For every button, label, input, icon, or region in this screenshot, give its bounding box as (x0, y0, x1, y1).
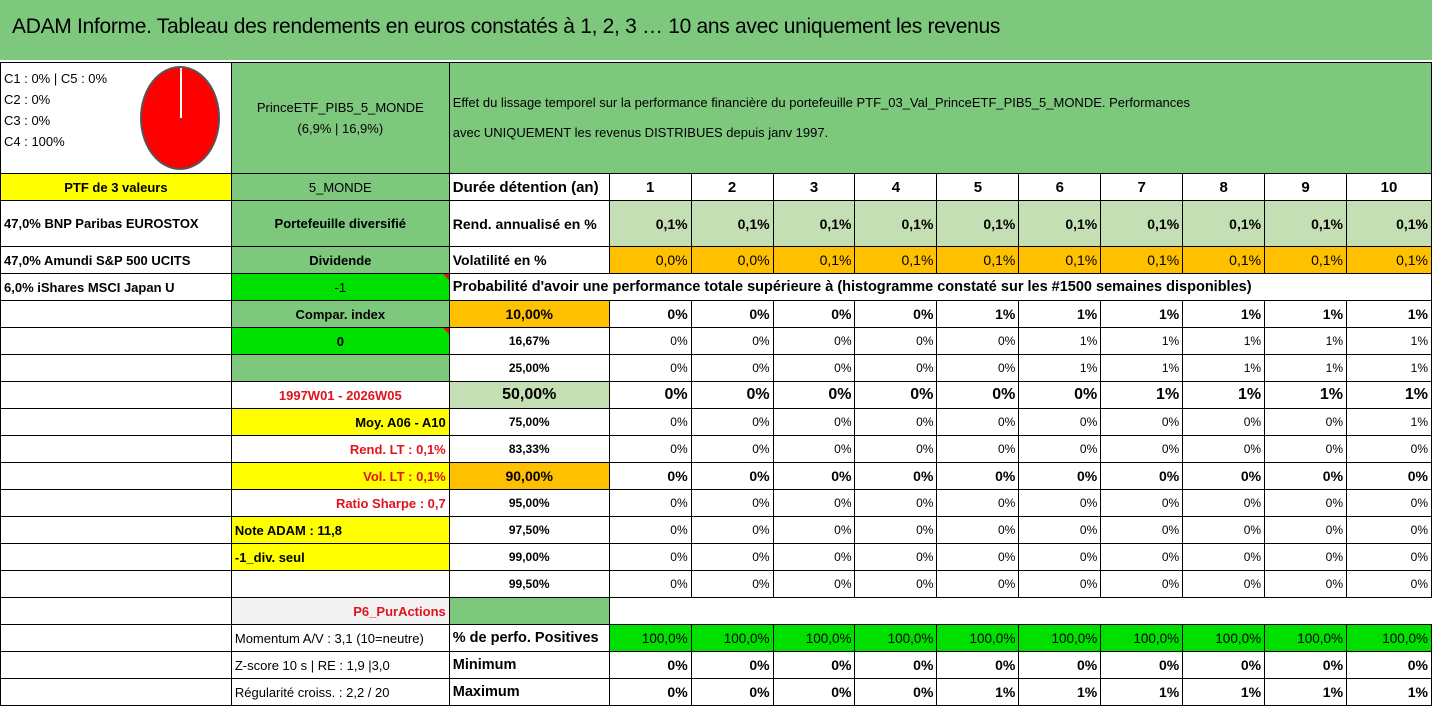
threshold-pct: 50,00% (449, 382, 609, 409)
positive-value: 100,0% (609, 625, 691, 652)
minimum-label: Minimum (449, 652, 609, 679)
holding-item: 47,0% Amundi S&P 500 UCITS (1, 247, 232, 274)
minimum-value: 0% (773, 652, 855, 679)
year-header: 1 (609, 174, 691, 201)
probability-value: 0% (609, 355, 691, 382)
return-value: 0,1% (1101, 201, 1183, 247)
description-cell (449, 63, 1431, 174)
maximum-row (1, 679, 1432, 706)
empty-cell (1, 463, 232, 490)
year-header: 9 (1265, 174, 1347, 201)
probability-value: 0% (1101, 517, 1183, 544)
probability-value: 0% (1101, 490, 1183, 517)
fund-stats: (6,9% | 16,9%) (297, 121, 384, 136)
probability-value: 0% (937, 490, 1019, 517)
probability-value: 0% (1265, 544, 1347, 571)
probability-value: 0% (609, 328, 691, 355)
probability-value: 0% (691, 571, 773, 598)
empty-cell (1, 355, 232, 382)
probability-value: 0% (1019, 436, 1101, 463)
maximum-value: 0% (855, 679, 937, 706)
probability-label: Probabilité d'avoir une performance totale supérieure à (histogramme constaté sur les #1500 semaines disponibles) (449, 274, 1431, 301)
positive-value: 100,0% (855, 625, 937, 652)
volatility-value: 0,1% (1347, 247, 1432, 274)
probability-value: 0% (937, 463, 1019, 490)
holding-item: 47,0% BNP Paribas EUROSTOX (1, 201, 232, 247)
probability-value: 0% (855, 328, 937, 355)
probability-value: 0% (1265, 571, 1347, 598)
empty-cell (1, 301, 232, 328)
positive-value: 100,0% (691, 625, 773, 652)
empty-cell (1, 436, 232, 463)
empty-cell (1, 571, 232, 598)
threshold-pct: 16,67% (449, 328, 609, 355)
volatility-value: 0,1% (937, 247, 1019, 274)
sharpe-ratio: Ratio Sharpe : 0,7 (231, 490, 449, 517)
legend-line: C4 : 100% (4, 134, 65, 149)
probability-value: 0% (855, 571, 937, 598)
probability-value: 0% (691, 517, 773, 544)
positive-label: % de perfo. Positives (449, 625, 609, 652)
probability-value: 0% (1183, 571, 1265, 598)
probability-value: 0% (1347, 436, 1432, 463)
empty-cell (1, 679, 232, 706)
probability-value: 0% (773, 409, 855, 436)
probability-value: 1% (937, 301, 1019, 328)
volatility-value: 0,1% (855, 247, 937, 274)
threshold-pct: 75,00% (449, 409, 609, 436)
probability-value: 1% (1347, 301, 1432, 328)
legend-line: C2 : 0% (4, 92, 51, 107)
cell-text: 0 (336, 333, 344, 349)
comment-marker (443, 274, 449, 280)
probability-value: 0% (855, 409, 937, 436)
threshold-pct: 10,00% (449, 301, 609, 328)
probability-row (1, 463, 1432, 490)
probability-value: 0% (609, 301, 691, 328)
volatility-row (1, 247, 1432, 274)
volatility-value: 0,1% (773, 247, 855, 274)
return-value: 0,1% (609, 201, 691, 247)
minimum-value: 0% (691, 652, 773, 679)
probability-value: 0% (1265, 409, 1347, 436)
maximum-value: 1% (1347, 679, 1432, 706)
maximum-value: 1% (1183, 679, 1265, 706)
cell-text: -1 (334, 279, 347, 295)
probability-value: 0% (609, 436, 691, 463)
description-line: Effet du lissage temporel sur la performance financière du portefeuille PTF_03_Val_PrinceETF_PIB5_5_MONDE. Performances (452, 95, 1191, 110)
probability-value: 0% (1019, 571, 1101, 598)
minimum-value: 0% (609, 652, 691, 679)
probability-value: 1% (1265, 382, 1347, 409)
year-header: 8 (1183, 174, 1265, 201)
minimum-value: 0% (1019, 652, 1101, 679)
probability-value: 0% (937, 544, 1019, 571)
year-header: 2 (691, 174, 773, 201)
threshold-pct: 99,00% (449, 544, 609, 571)
probability-row (1, 490, 1432, 517)
probability-value: 0% (855, 436, 937, 463)
probability-value: 0% (937, 382, 1019, 409)
probability-value: 0% (773, 328, 855, 355)
probability-header-row (1, 274, 1432, 301)
probability-value: 0% (1183, 544, 1265, 571)
average-label: Moy. A06 - A10 (231, 409, 449, 436)
probability-value: 0% (855, 382, 937, 409)
probability-value: 0% (855, 301, 937, 328)
adam-score: Note ADAM : 11,8 (231, 517, 449, 544)
year-header: 4 (855, 174, 937, 201)
probability-value: 1% (1347, 328, 1432, 355)
volatility-value: 0,1% (1019, 247, 1101, 274)
return-value: 0,1% (1183, 201, 1265, 247)
comment-marker (443, 328, 449, 334)
probability-value: 0% (1101, 463, 1183, 490)
page-title: ADAM Informe. Tableau des rendements en euros constatés à 1, 2, 3 … 10 ans avec uniquement les revenus (12, 15, 1001, 38)
return-label: Rend. annualisé en % (449, 201, 609, 247)
probability-value: 1% (1183, 328, 1265, 355)
probability-value: 1% (1101, 355, 1183, 382)
empty-cell (1, 544, 232, 571)
probability-value: 0% (773, 355, 855, 382)
minimum-row (1, 652, 1432, 679)
probability-value: 0% (691, 382, 773, 409)
probability-value: 0% (609, 463, 691, 490)
probability-row (1, 571, 1432, 598)
return-value: 0,1% (691, 201, 773, 247)
positive-value: 100,0% (1347, 625, 1432, 652)
probability-value: 0% (1265, 463, 1347, 490)
long-term-return: Rend. LT : 0,1% (231, 436, 449, 463)
probability-value: 0% (691, 328, 773, 355)
dividend-label: Dividende (231, 247, 449, 274)
positive-value: 100,0% (1019, 625, 1101, 652)
probability-value: 0% (1019, 409, 1101, 436)
probability-row (1, 544, 1432, 571)
probability-value: 0% (691, 436, 773, 463)
volatility-value: 0,0% (609, 247, 691, 274)
probability-value: 0% (1019, 490, 1101, 517)
return-row (1, 201, 1432, 247)
probability-value: 0% (1183, 490, 1265, 517)
probability-value: 1% (1019, 328, 1101, 355)
probability-value: 0% (1101, 544, 1183, 571)
probability-value: 1% (1101, 382, 1183, 409)
probability-value: 0% (609, 490, 691, 517)
probability-value: 0% (1183, 517, 1265, 544)
probability-value: 0% (855, 544, 937, 571)
empty-cell (231, 571, 449, 598)
allocation-pie-chart (140, 66, 220, 170)
portfolio-type: Portefeuille diversifié (231, 201, 449, 247)
probability-value: 0% (773, 382, 855, 409)
probability-value: 0% (609, 382, 691, 409)
threshold-pct: 25,00% (449, 355, 609, 382)
probability-value: 1% (1101, 328, 1183, 355)
probability-value: 0% (773, 436, 855, 463)
fund-cell (231, 63, 449, 174)
probability-value: 0% (937, 571, 1019, 598)
positive-value: 100,0% (1183, 625, 1265, 652)
empty-cell (449, 598, 609, 625)
probability-value: 0% (855, 463, 937, 490)
year-header: 3 (773, 174, 855, 201)
probability-value: 0% (1101, 571, 1183, 598)
probability-value: 1% (1347, 382, 1432, 409)
probability-value: 1% (1265, 355, 1347, 382)
empty-cell (1, 328, 232, 355)
probability-value: 0% (773, 571, 855, 598)
legend-line: C1 : 0% | C5 : 0% (4, 71, 108, 86)
minimum-value: 0% (937, 652, 1019, 679)
return-value: 0,1% (1019, 201, 1101, 247)
category-row (1, 598, 1432, 625)
probability-value: 0% (1347, 463, 1432, 490)
year-header: 5 (937, 174, 1019, 201)
year-header: 6 (1019, 174, 1101, 201)
minimum-value: 0% (1347, 652, 1432, 679)
probability-value: 0% (937, 436, 1019, 463)
probability-row (1, 436, 1432, 463)
threshold-pct: 99,50% (449, 571, 609, 598)
long-term-volatility: Vol. LT : 0,1% (231, 463, 449, 490)
probability-value: 0% (773, 301, 855, 328)
maximum-value: 1% (1101, 679, 1183, 706)
probability-value: 0% (1101, 436, 1183, 463)
probability-value: 0% (691, 490, 773, 517)
probability-value: 0% (609, 409, 691, 436)
zscore-label: Z-score 10 s | RE : 1,9 |3,0 (231, 652, 449, 679)
return-value: 0,1% (1347, 201, 1432, 247)
volatility-value: 0,1% (1183, 247, 1265, 274)
probability-value: 0% (609, 571, 691, 598)
probability-value: 0% (773, 544, 855, 571)
return-value: 0,1% (773, 201, 855, 247)
empty-cell (1, 382, 232, 409)
probability-value: 0% (691, 409, 773, 436)
probability-value: 0% (855, 490, 937, 517)
returns-table (0, 62, 1432, 706)
probability-value: 1% (1019, 301, 1101, 328)
probability-value: 0% (937, 517, 1019, 544)
threshold-pct: 97,50% (449, 517, 609, 544)
probability-value: 0% (609, 517, 691, 544)
probability-value: 1% (1019, 355, 1101, 382)
probability-row (1, 409, 1432, 436)
probability-value: 0% (937, 409, 1019, 436)
probability-value: 0% (691, 301, 773, 328)
maximum-value: 0% (691, 679, 773, 706)
value-cell (231, 328, 449, 355)
positive-row (1, 625, 1432, 652)
probability-value: 0% (1265, 517, 1347, 544)
maximum-value: 1% (1019, 679, 1101, 706)
probability-value: 0% (937, 328, 1019, 355)
probability-value: 0% (1101, 409, 1183, 436)
probability-value: 1% (1183, 355, 1265, 382)
years-row (1, 174, 1432, 201)
probability-row (1, 328, 1432, 355)
positive-value: 100,0% (1265, 625, 1347, 652)
probability-value: 0% (1265, 436, 1347, 463)
regularity-label: Régularité croiss. : 2,2 / 20 (231, 679, 449, 706)
probability-value: 1% (1347, 409, 1432, 436)
maximum-value: 0% (609, 679, 691, 706)
probability-value: 0% (691, 463, 773, 490)
threshold-pct: 90,00% (449, 463, 609, 490)
probability-row (1, 301, 1432, 328)
probability-value: 0% (1019, 463, 1101, 490)
probability-value: 1% (1183, 382, 1265, 409)
probability-row (1, 355, 1432, 382)
volatility-value: 0,1% (1265, 247, 1347, 274)
probability-value: 0% (773, 517, 855, 544)
empty-cell (1, 409, 232, 436)
probability-value: 0% (609, 544, 691, 571)
value-cell (231, 274, 449, 301)
empty-cell (1, 625, 232, 652)
probability-row (1, 517, 1432, 544)
minimum-value: 0% (855, 652, 937, 679)
compar-label: Compar. index (231, 301, 449, 328)
momentum-label: Momentum A/V : 3,1 (10=neutre) (231, 625, 449, 652)
volatility-value: 0,1% (1101, 247, 1183, 274)
volatility-label: Volatilité en % (449, 247, 609, 274)
volatility-value: 0,0% (691, 247, 773, 274)
pie-slice-divider (180, 68, 182, 118)
probability-value: 0% (773, 490, 855, 517)
empty-cell (609, 598, 1431, 625)
holding-item: 6,0% iShares MSCI Japan U (1, 274, 232, 301)
duration-label: Durée détention (an) (449, 174, 609, 201)
fund-name: PrinceETF_PIB5_5_MONDE (256, 100, 424, 115)
positive-value: 100,0% (1101, 625, 1183, 652)
probability-row (1, 382, 1432, 409)
threshold-pct: 95,00% (449, 490, 609, 517)
probability-value: 0% (1347, 571, 1432, 598)
year-header: 10 (1347, 174, 1432, 201)
probability-value: 0% (691, 355, 773, 382)
return-value: 0,1% (937, 201, 1019, 247)
probability-value: 0% (1183, 436, 1265, 463)
return-value: 0,1% (855, 201, 937, 247)
allocation-legend (4, 68, 107, 152)
probability-value: 0% (1019, 382, 1101, 409)
category-label: P6_PurActions (231, 598, 449, 625)
probability-value: 0% (855, 517, 937, 544)
probability-value: 0% (1019, 544, 1101, 571)
maximum-value: 0% (773, 679, 855, 706)
empty-cell (231, 355, 449, 382)
probability-value: 0% (1265, 490, 1347, 517)
title-banner (0, 0, 1432, 62)
positive-value: 100,0% (937, 625, 1019, 652)
minimum-value: 0% (1183, 652, 1265, 679)
empty-cell (1, 598, 232, 625)
empty-cell (1, 490, 232, 517)
year-header: 7 (1101, 174, 1183, 201)
probability-value: 0% (773, 463, 855, 490)
probability-value: 0% (1347, 544, 1432, 571)
probability-value: 1% (1265, 328, 1347, 355)
portfolio-code: 5_MONDE (231, 174, 449, 201)
empty-cell (1, 517, 232, 544)
maximum-value: 1% (1265, 679, 1347, 706)
probability-value: 1% (1101, 301, 1183, 328)
legend-line: C3 : 0% (4, 113, 51, 128)
empty-cell (1, 652, 232, 679)
probability-value: 0% (1183, 463, 1265, 490)
maximum-label: Maximum (449, 679, 609, 706)
threshold-pct: 83,33% (449, 436, 609, 463)
description-line: avec UNIQUEMENT les revenus DISTRIBUES depuis janv 1997. (452, 125, 829, 140)
minimum-value: 0% (1265, 652, 1347, 679)
maximum-value: 1% (937, 679, 1019, 706)
probability-value: 0% (1183, 409, 1265, 436)
period-label: 1997W01 - 2026W05 (231, 382, 449, 409)
probability-value: 1% (1183, 301, 1265, 328)
ptf-label: PTF de 3 valeurs (1, 174, 232, 201)
minimum-value: 0% (1101, 652, 1183, 679)
probability-value: 1% (1265, 301, 1347, 328)
probability-value: 0% (691, 544, 773, 571)
probability-value: 0% (1347, 490, 1432, 517)
dividend-only-label: -1_div. seul (231, 544, 449, 571)
probability-value: 0% (937, 355, 1019, 382)
probability-value: 0% (1347, 517, 1432, 544)
probability-value: 0% (1019, 517, 1101, 544)
positive-value: 100,0% (773, 625, 855, 652)
return-value: 0,1% (1265, 201, 1347, 247)
probability-value: 0% (855, 355, 937, 382)
probability-value: 1% (1347, 355, 1432, 382)
